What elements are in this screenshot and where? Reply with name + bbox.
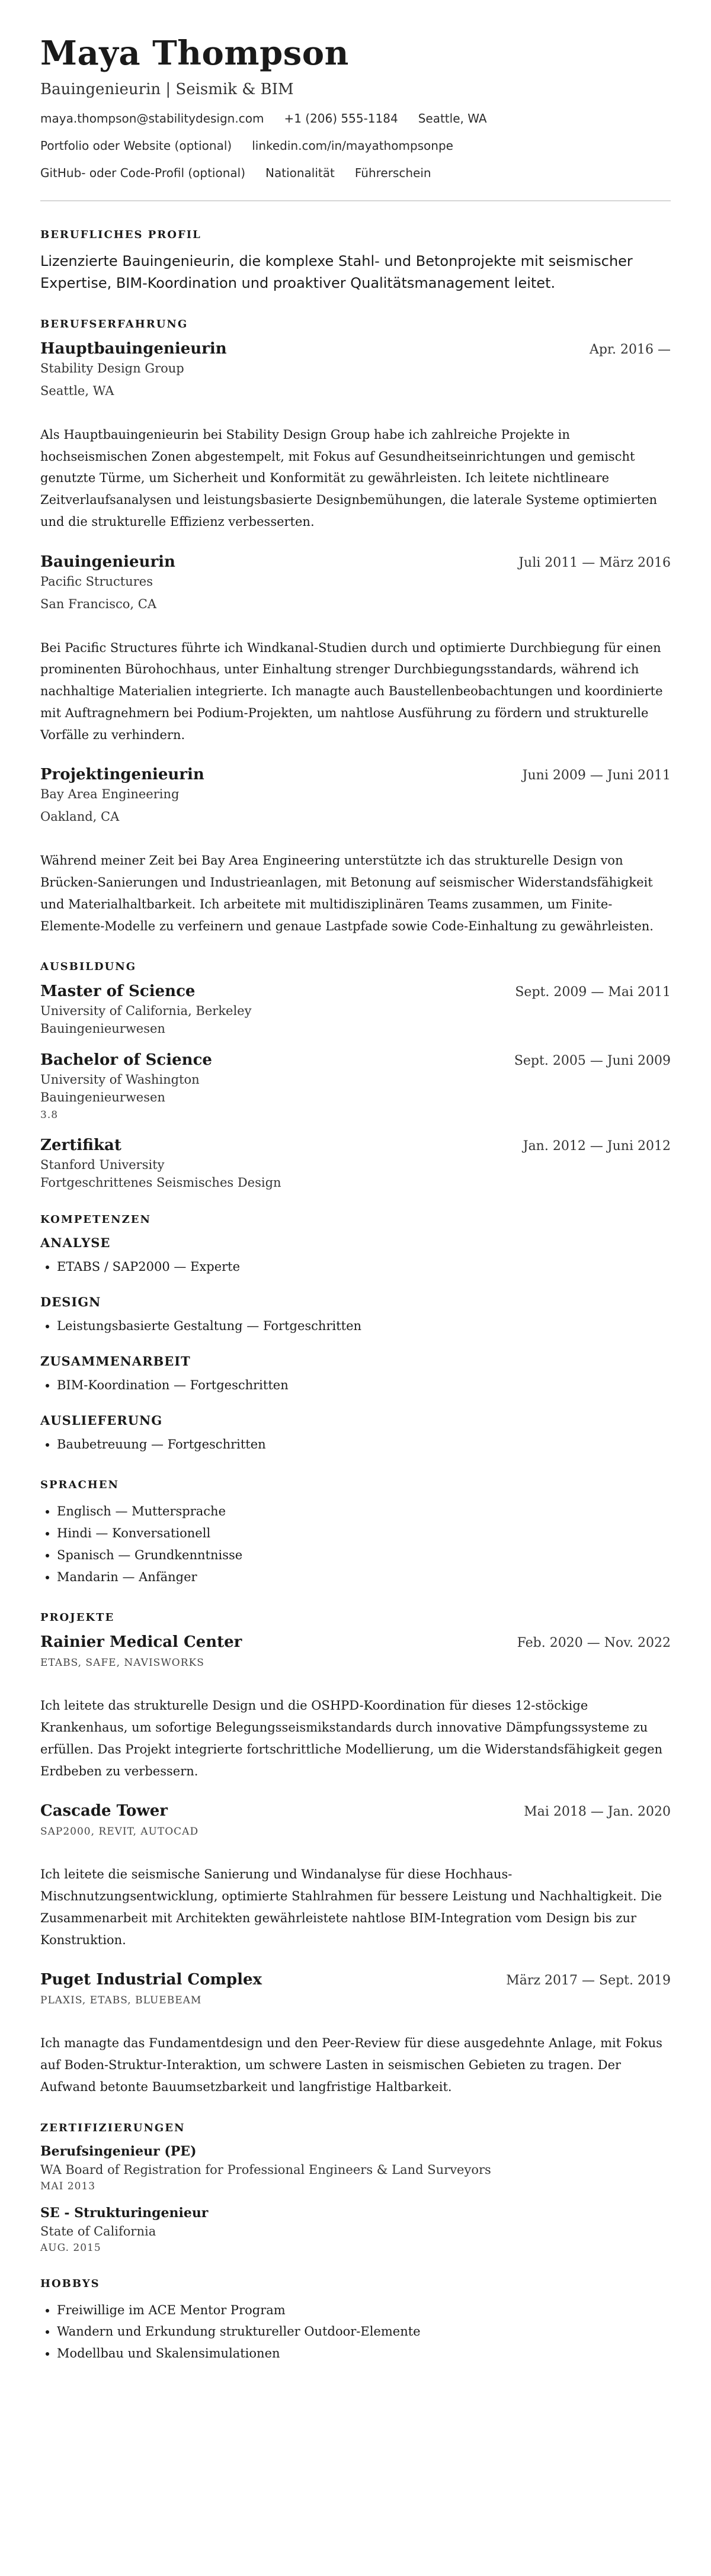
candidate-headline: Bauingenieurin | Seismik & BIM	[40, 80, 294, 98]
skills-heading: KOMPETENZEN	[40, 1213, 151, 1226]
resume-header	[40, 36, 671, 180]
skill-category-list	[40, 1434, 671, 1456]
education-heading: AUSBILDUNG	[40, 961, 137, 974]
languages-section	[40, 1479, 671, 1588]
experience-description: Als Hauptbauingenieurin bei Stability Design Group habe ich zahlreiche Projekte in hochseismischen Zonen abgestempelt, mit Fokus auf Gesundheitseinrichtungen und gemischt genutzte Türme, um Sicherheit und Konformität zu gewährleisten. Ich leitete nichtlineare Zeitverlaufsanalysen und leistungsbasierte Designbemühungen, die laterale Systeme optimierten und die strukturelle Effizienz verbesserten.	[40, 427, 658, 529]
hobby-item: • Modellbau und Skalensimulationen	[57, 2343, 671, 2365]
education-school: University of Washington	[40, 1072, 200, 1087]
education-field: Bauingenieurwesen	[40, 1090, 165, 1105]
education-degree: Zertifikat	[40, 1136, 121, 1155]
candidate-name: Maya Thompson	[40, 34, 349, 73]
project-dates: März 2017 — Sept. 2019	[506, 1973, 671, 1989]
experience-entry-header	[40, 553, 671, 571]
education-degree: Master of Science	[40, 982, 196, 1001]
project-entry-header	[40, 1633, 671, 1651]
certification-entry	[40, 2205, 671, 2254]
languages-list	[40, 1501, 671, 1588]
skill-item: • Baubetreuung — Fortgeschritten	[57, 1434, 671, 1456]
project-name: Rainier Medical Center	[40, 1633, 242, 1652]
projects-heading: PROJEKTE	[40, 1611, 115, 1624]
hobbies-heading: HOBBYS	[40, 2277, 100, 2290]
experience-section	[40, 318, 671, 937]
project-tools: SAP2000, REVIT, AUTOCAD	[40, 1826, 199, 1838]
education-field: Fortgeschrittenes Seismisches Design	[40, 1175, 281, 1190]
contact-row-extra	[40, 166, 671, 180]
hobby-item: • Wandern und Erkundung struktureller Outdoor-Elemente	[57, 2321, 671, 2343]
project-description: Ich leitete das strukturelle Design und die OSHPD-Koordination für dieses 12-stöckige Krankenhaus, um sofortige Belegungsseismikstandards durch innovative Dämpfungssysteme zu erfüllen. Das Projekt integrierte fortschrittliche Modellierung, um die Widerstandsfähigkeit gegen Erdbeben zu verbessern.	[40, 1698, 663, 1778]
experience-company: Bay Area Engineering	[40, 787, 180, 802]
profile-text: Lizenzierte Bauingenieurin, die komplexe Stahl- und Betonprojekte mit seismischer Expertise, BIM-Koordination und proaktiver Qualitätsmanagement leitet.	[40, 252, 633, 291]
project-entry-header	[40, 1802, 671, 1820]
skill-item: • ETABS / SAP2000 — Experte	[57, 1256, 671, 1278]
skill-category-list	[40, 1315, 671, 1337]
project-name: Cascade Tower	[40, 1802, 168, 1820]
education-entry	[40, 982, 671, 1036]
education-entry-header	[40, 1051, 671, 1069]
education-dates: Sept. 2005 — Juni 2009	[514, 1053, 671, 1069]
certifications-heading: ZERTIFIZIERUNGEN	[40, 2121, 185, 2134]
project-description: Ich leitete die seismische Sanierung und Windanalyse für diese Hochhaus-Mischnutzungsentwicklung, optimierte Stahlrahmen für bessere Leistung und Nachhaltigkeit. Die Zusammenarbeit mit Architekten gewährleistete nahtlose BIM-Integration vom Design bis zur Konstruktion.	[40, 1867, 662, 1947]
experience-role: Projektingenieurin	[40, 766, 204, 784]
contact-portfolio[interactable]: Portfolio oder Website (optional)	[40, 138, 232, 153]
experience-entry-header	[40, 340, 671, 358]
project-entry	[40, 1633, 671, 1782]
skill-item: • Leistungsbasierte Gestaltung — Fortgeschritten	[57, 1315, 671, 1337]
skill-category-list	[40, 1256, 671, 1278]
certification-issuer: State of California	[40, 2224, 156, 2238]
experience-dates: Juni 2009 — Juni 2011	[522, 768, 671, 783]
experience-company: Stability Design Group	[40, 361, 184, 375]
education-field: Bauingenieurwesen	[40, 1022, 165, 1036]
contact-github[interactable]: GitHub- oder Code-Profil (optional)	[40, 165, 246, 180]
language-item: • Englisch — Muttersprache	[57, 1501, 671, 1523]
experience-location: San Francisco, CA	[40, 596, 157, 611]
project-dates: Mai 2018 — Jan. 2020	[524, 1804, 671, 1820]
skills-section	[40, 1213, 671, 1455]
education-dates: Jan. 2012 — Juni 2012	[523, 1139, 671, 1154]
experience-description: Bei Pacific Structures führte ich Windkanal-Studien durch und optimierte Durchbiegung für einen prominenten Bürohochhaus, unter Einhaltung strenger Durchbiegungsstandards, während ich nachhaltige Materialien integrierte. Ich managte auch Baustellenbeobachtungen und koordinierte mit Auftragnehmern bei Podium-Projekten, um nahtlose Ausführung zu fördern und strukturelle Vorfälle zu verhindern.	[40, 640, 663, 742]
certification-issuer: WA Board of Registration for Professional Engineers & Land Surveyors	[40, 2162, 491, 2177]
certification-name: SE - Strukturingenieur	[40, 2205, 209, 2221]
contact-row-links	[40, 139, 671, 153]
experience-location: Seattle, WA	[40, 383, 114, 398]
certification-date: MAI 2013	[40, 2180, 96, 2192]
languages-heading: SPRACHEN	[40, 1479, 119, 1492]
education-degree: Bachelor of Science	[40, 1051, 212, 1069]
contact-row-primary	[40, 111, 671, 126]
certifications-section	[40, 2122, 671, 2254]
experience-role: Hauptbauingenieurin	[40, 339, 227, 358]
hobbies-list	[40, 2299, 671, 2365]
language-item: • Spanisch — Grundkenntnisse	[57, 1544, 671, 1566]
education-entry-header	[40, 982, 671, 1000]
skill-category-title: ZUSAMMENARBEIT	[40, 1353, 191, 1369]
experience-description: Während meiner Zeit bei Bay Area Engineering unterstützte ich das strukturelle Design von Brücken-Sanierungen und Industrieanlagen, mit Betonung auf seismischer Widerstandsfähigkeit und Materialhaltbarkeit. Ich arbeitete mit multidisziplinären Teams zusammen, um Finite-Elemente-Modelle zu verfeinern und genaue Lastpfade sowie Code-Einhaltung zu gewährleisten.	[40, 853, 654, 933]
skill-category-title: AUSLIEFERUNG	[40, 1412, 163, 1428]
project-dates: Feb. 2020 — Nov. 2022	[517, 1636, 671, 1651]
skill-item: • BIM-Koordination — Fortgeschritten	[57, 1374, 671, 1396]
language-item: • Mandarin — Anfänger	[57, 1566, 671, 1588]
project-tools: ETABS, SAFE, NAVISWORKS	[40, 1657, 204, 1669]
experience-location: Oakland, CA	[40, 810, 120, 824]
project-name: Puget Industrial Complex	[40, 1971, 262, 1989]
project-entry-header	[40, 1971, 671, 1989]
education-school: University of California, Berkeley	[40, 1004, 252, 1019]
project-tools: PLAXIS, ETABS, BLUEBEAM	[40, 1994, 202, 2007]
contact-nationality: Nationalität	[265, 165, 335, 180]
experience-dates: Juli 2011 — März 2016	[518, 555, 671, 570]
contact-location: Seattle, WA	[418, 111, 487, 126]
contact-license: Führerschein	[354, 165, 431, 180]
experience-dates: Apr. 2016 —	[589, 342, 671, 357]
experience-role: Bauingenieurin	[40, 553, 175, 571]
skill-category-title: DESIGN	[40, 1295, 101, 1310]
certification-name: Berufsingenieur (PE)	[40, 2143, 197, 2159]
project-entry	[40, 1802, 671, 1951]
experience-entry	[40, 340, 671, 533]
profile-heading: BERUFLICHES PROFIL	[40, 228, 201, 241]
education-entry	[40, 1136, 671, 1190]
experience-entry-header	[40, 766, 671, 783]
contact-email[interactable]: maya.thompson@stabilitydesign.com	[40, 111, 264, 126]
education-section	[40, 961, 671, 1190]
profile-section	[40, 229, 671, 294]
experience-entry	[40, 553, 671, 746]
certification-date: AUG. 2015	[40, 2241, 101, 2254]
hobbies-section	[40, 2278, 671, 2365]
project-description: Ich managte das Fundamentdesign und den Peer-Review für diese ausgedehnte Anlage, mit Fokus auf Boden-Struktur-Interaktion, um schwere Lasten in seismischen Gebieten zu tragen. Der Aufwand betonte Bauumsetzbarkeit und langfristige Haltbarkeit.	[40, 2036, 662, 2094]
education-dates: Sept. 2009 — Mai 2011	[515, 985, 671, 1000]
education-school: Stanford University	[40, 1158, 165, 1173]
experience-entry	[40, 766, 671, 937]
projects-section	[40, 1611, 671, 2098]
skill-category-title: ANALYSE	[40, 1235, 111, 1251]
skill-category-list	[40, 1374, 671, 1396]
education-entry	[40, 1051, 671, 1121]
project-entry	[40, 1971, 671, 2098]
experience-company: Pacific Structures	[40, 574, 153, 589]
header-divider	[40, 200, 671, 201]
education-entry-header	[40, 1136, 671, 1154]
hobby-item: • Freiwillige im ACE Mentor Program	[57, 2299, 671, 2321]
contact-phone[interactable]: +1 (206) 555-1184	[284, 111, 398, 126]
experience-heading: BERUFSERFAHRUNG	[40, 317, 188, 330]
education-grade: 3.8	[40, 1109, 59, 1122]
certification-entry	[40, 2144, 671, 2192]
contact-linkedin[interactable]: linkedin.com/in/mayathompsonpe	[252, 138, 453, 153]
language-item: • Hindi — Konversationell	[57, 1523, 671, 1544]
